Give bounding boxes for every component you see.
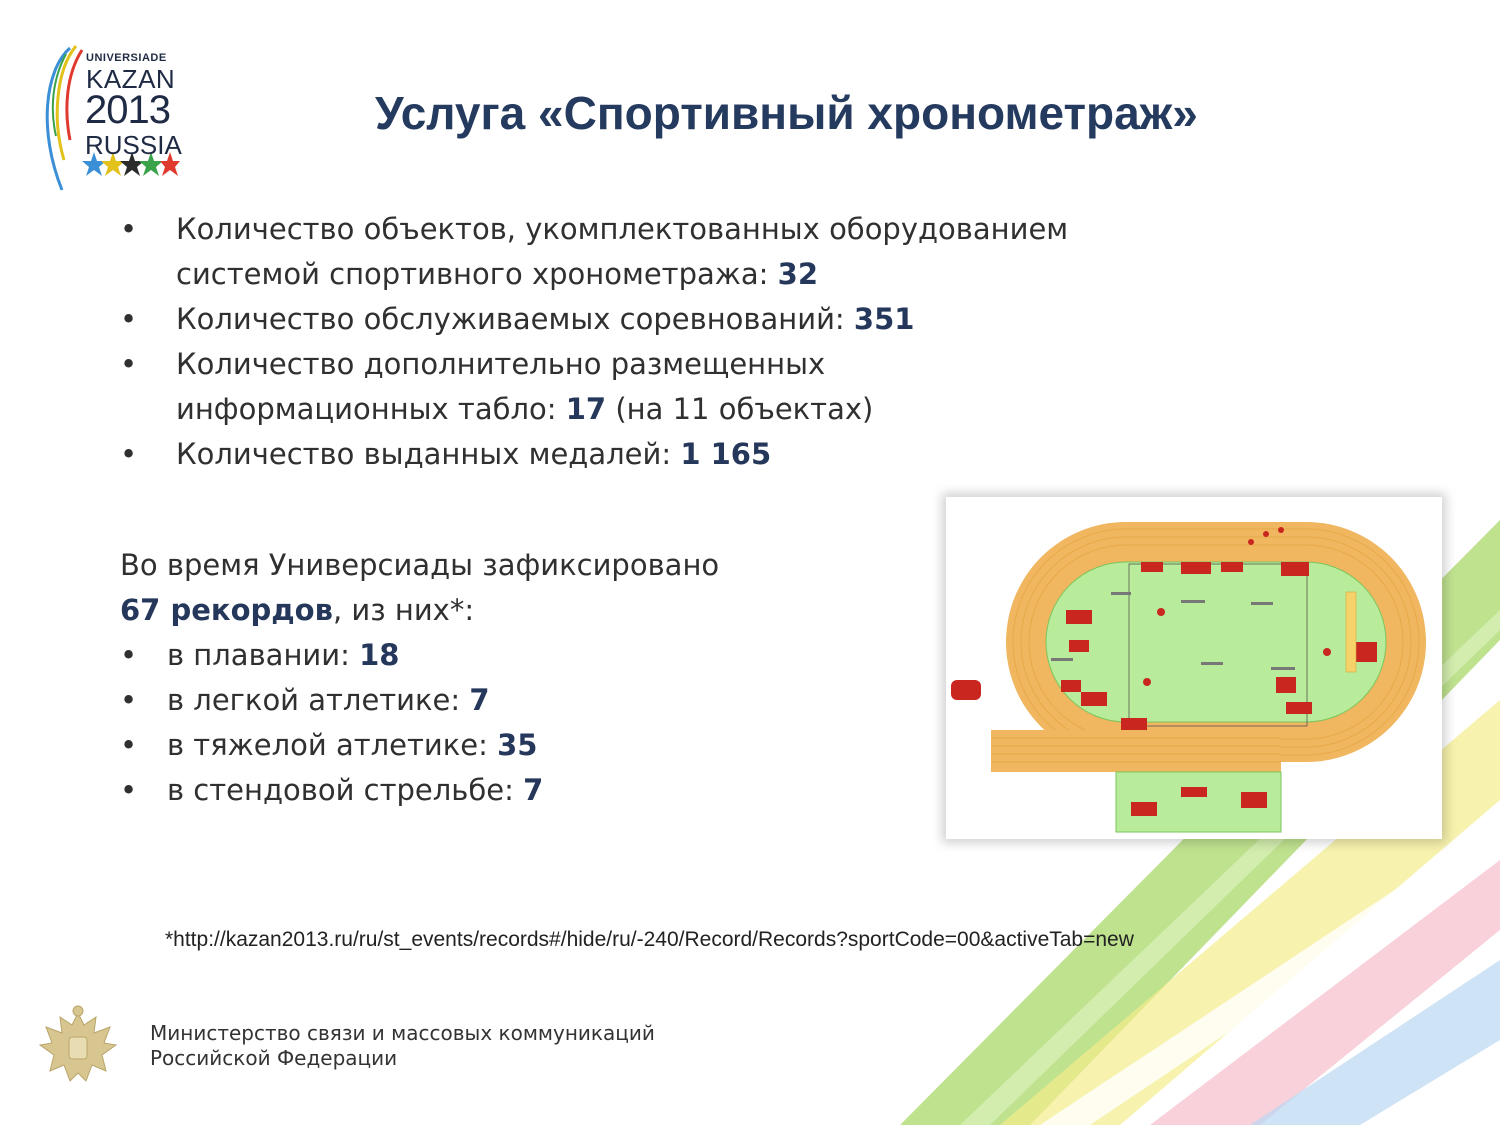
ministry-line-1: Министерство связи и массовых коммуникаций	[150, 1021, 655, 1045]
ministry-line-2: Российской Федерации	[150, 1046, 398, 1070]
ministry-name	[150, 1021, 655, 1071]
list-item-suffix: (на 11 объектах)	[606, 392, 874, 426]
list-item	[120, 207, 1120, 297]
list-item-value: 32	[777, 257, 818, 291]
list-item-text: в легкой атлетике:	[167, 683, 470, 717]
page-title: Услуга «Спортивный хронометраж»	[375, 87, 1198, 139]
bullet-icon: •	[120, 728, 138, 762]
list-item-text: Количество объектов, укомплектованных оборудованием системой спортивного хронометража:	[176, 212, 1069, 291]
list-item-text: в стендовой стрельбе:	[167, 773, 524, 807]
list-item	[120, 297, 1120, 342]
list-item	[120, 678, 820, 723]
records-intro-line: Во время Универсиады зафиксировано	[120, 548, 720, 582]
list-item-text: Количество выданных медалей:	[176, 437, 681, 471]
list-item	[120, 633, 820, 678]
records-total: 67 рекордов	[120, 593, 333, 627]
records-intro-rest: , из них*:	[332, 593, 475, 627]
bullet-icon: •	[120, 212, 138, 246]
bullet-icon: •	[120, 302, 138, 336]
stadium-track-illustration	[951, 502, 1437, 834]
list-item	[120, 342, 896, 432]
statistics-list	[120, 207, 1120, 477]
bullet-icon: •	[120, 638, 138, 672]
list-item-value: 1 165	[680, 437, 772, 471]
list-item-text: в плавании:	[167, 638, 360, 672]
list-item-text: Количество дополнительно размещенных информационных табло:	[176, 347, 826, 426]
list-item	[120, 432, 1120, 477]
list-item	[120, 768, 820, 813]
logo-kazan-text: KAZAN	[86, 64, 176, 94]
bullet-icon: •	[120, 683, 138, 717]
bullet-icon: •	[120, 347, 138, 381]
list-item-text: Количество обслуживаемых соревнований:	[176, 302, 854, 336]
list-item-value: 7	[523, 773, 544, 807]
timing-system-diagram	[946, 497, 1442, 839]
list-item	[120, 723, 820, 768]
coat-of-arms-icon	[36, 1003, 120, 1089]
list-item-text: в тяжелой атлетике:	[167, 728, 498, 762]
universiade-logo	[30, 40, 180, 200]
list-item-value: 7	[469, 683, 490, 717]
bullet-icon: •	[120, 773, 138, 807]
logo-russia-text: RUSSIA	[85, 130, 182, 160]
list-item-value: 35	[497, 728, 538, 762]
footnote-source-link: *http://kazan2013.ru/ru/st_events/records#/hide/ru/-240/Record/Records?sportCode=00&activeTab=new	[165, 928, 1134, 951]
list-item-value: 17	[565, 392, 607, 426]
bullet-icon: •	[120, 437, 138, 471]
list-item-value: 18	[359, 638, 400, 672]
records-intro	[120, 543, 820, 633]
logo-year-text: 2013	[85, 88, 170, 132]
logo-universiade-text: UNIVERSIADE	[86, 52, 167, 64]
records-list	[120, 633, 820, 813]
list-item-value: 351	[853, 302, 915, 336]
